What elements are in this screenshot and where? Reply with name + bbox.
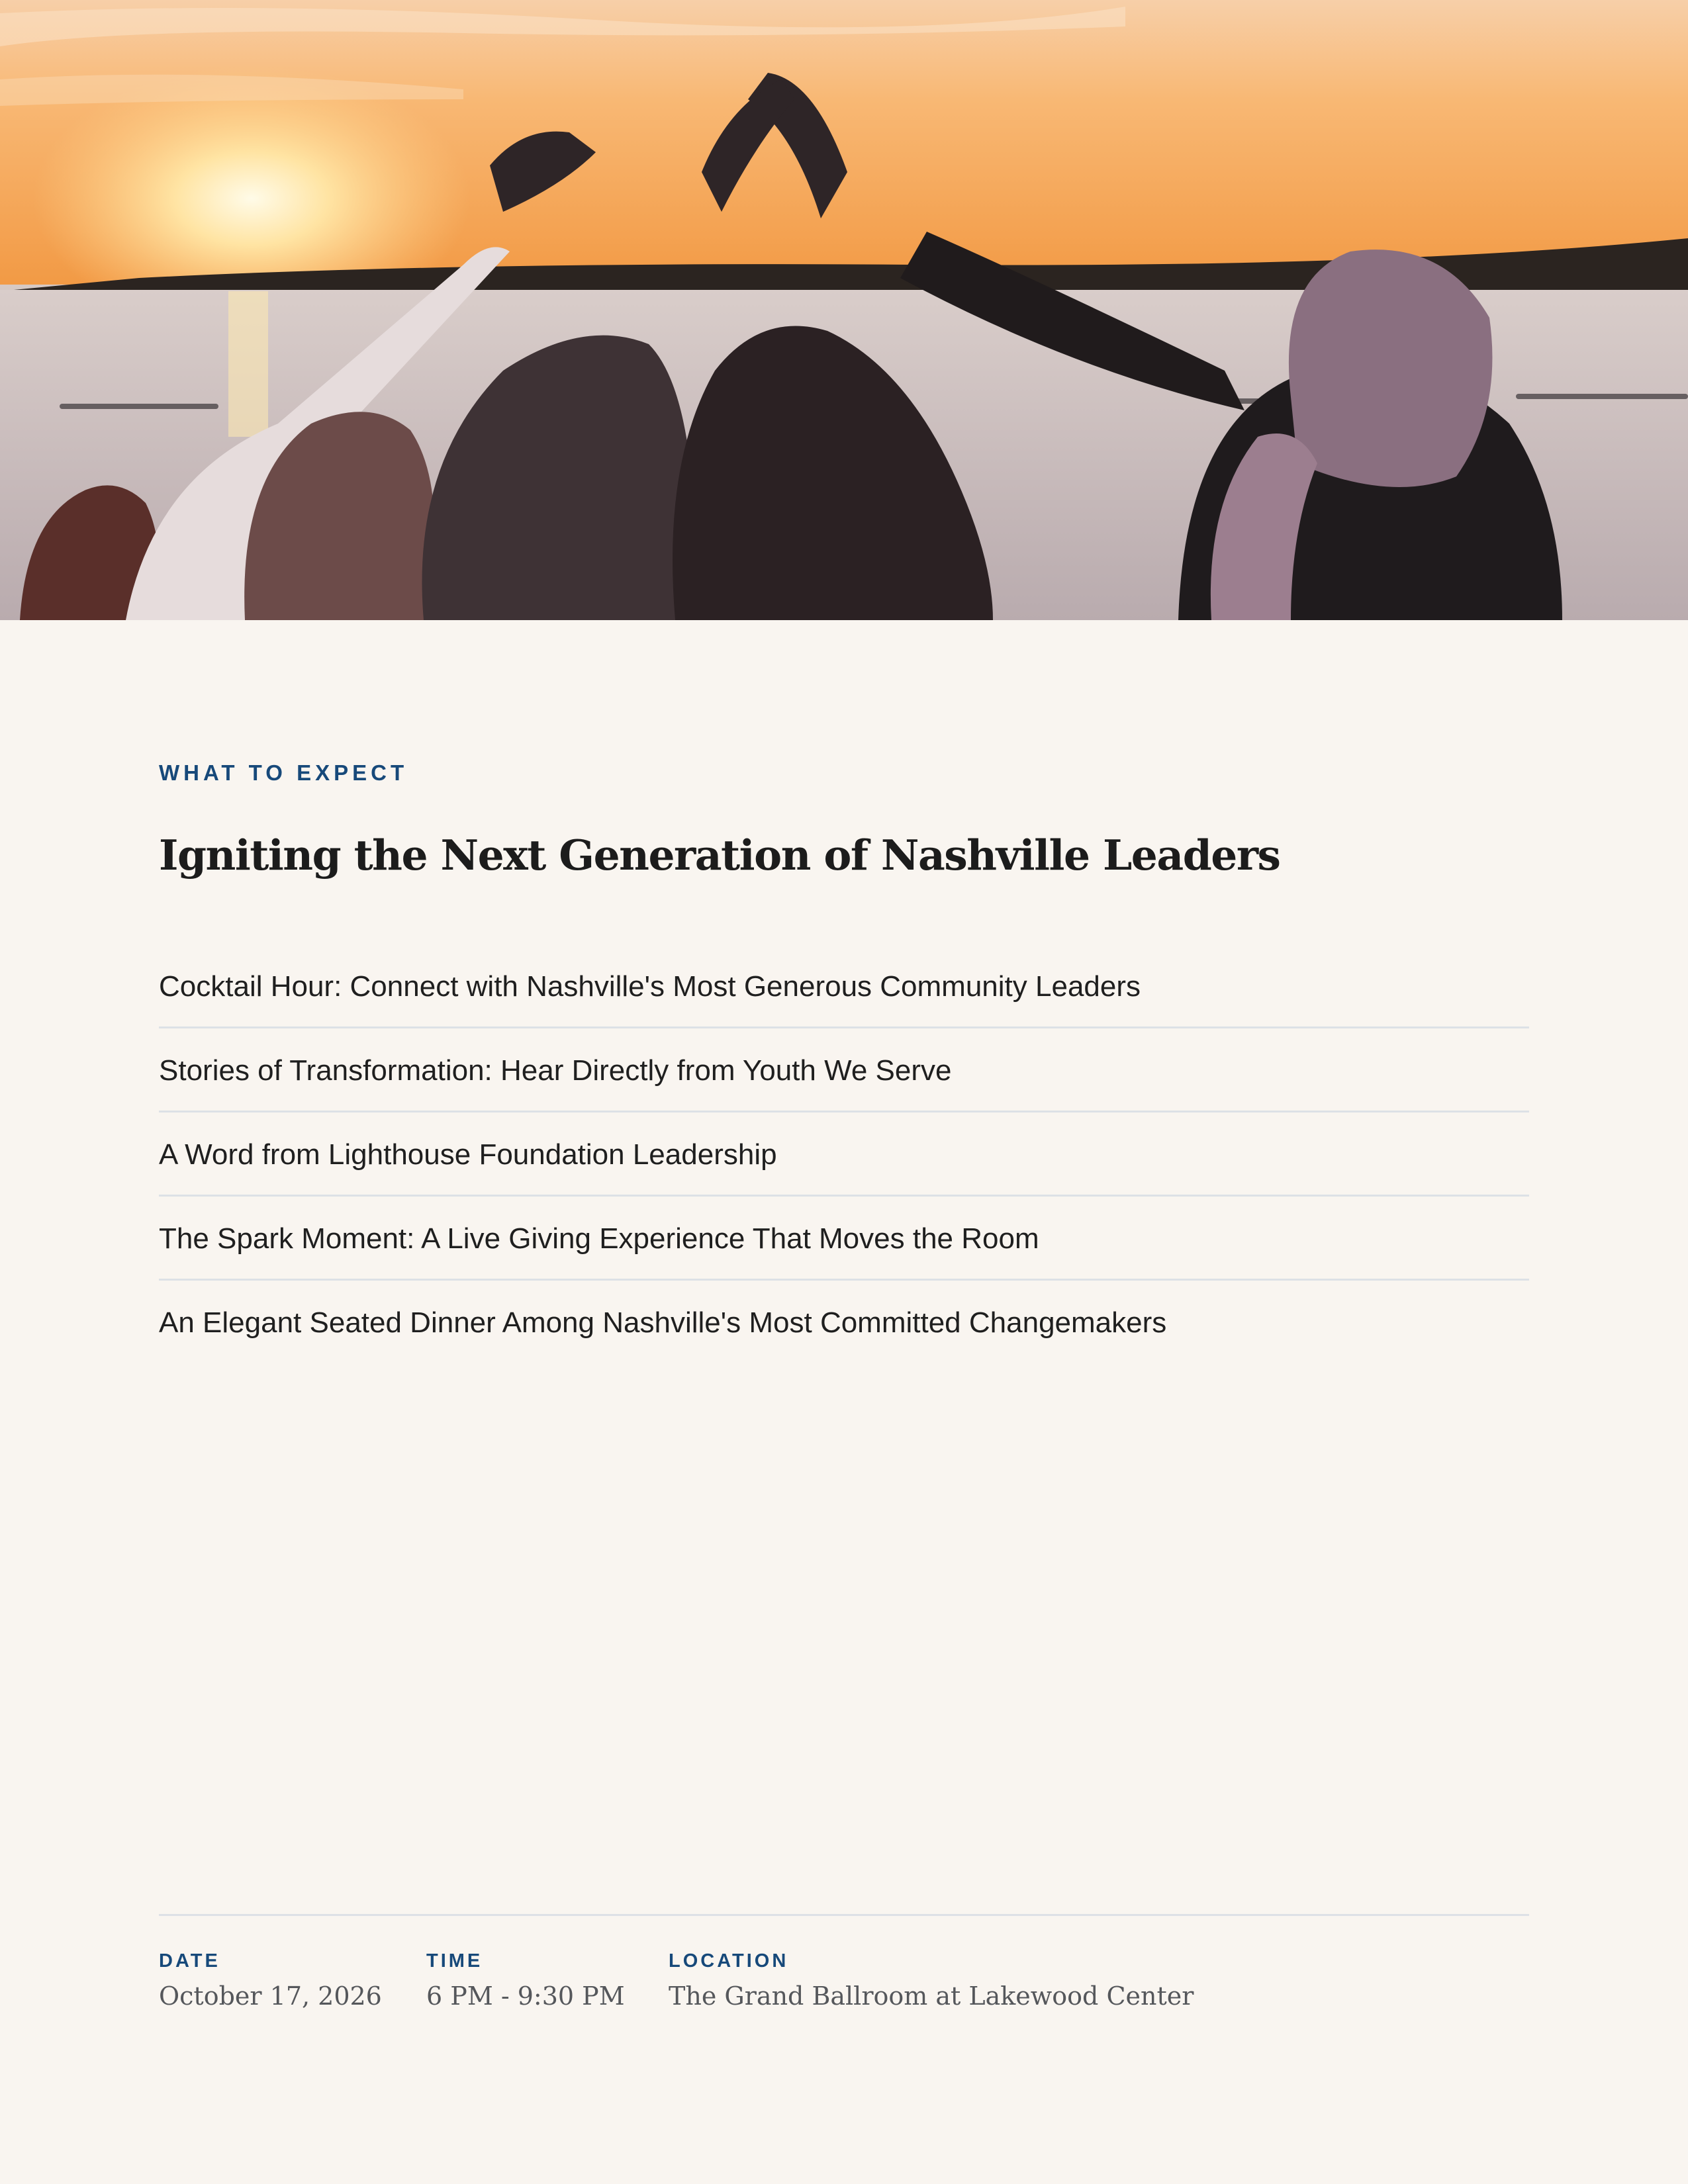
time-label: TIME bbox=[426, 1950, 483, 1972]
agenda-item-spark-moment: The Spark Moment: A Live Giving Experience That Moves the Room bbox=[159, 1197, 1529, 1281]
agenda-list bbox=[159, 944, 1529, 1365]
time-value: 6 PM - 9:30 PM bbox=[426, 1981, 625, 2011]
event-date bbox=[159, 1950, 382, 2011]
location-label: LOCATION bbox=[669, 1950, 789, 1972]
hero-image bbox=[0, 0, 1688, 620]
event-time bbox=[426, 1950, 625, 2011]
section-eyebrow: WHAT TO EXPECT bbox=[159, 760, 408, 785]
date-value: October 17, 2026 bbox=[159, 1981, 382, 2011]
agenda-item-cocktail-hour: Cocktail Hour: Connect with Nashville's Most Generous Community Leaders bbox=[159, 944, 1529, 1028]
section-headline: Igniting the Next Generation of Nashville Leaders bbox=[159, 831, 1280, 880]
details-divider bbox=[159, 1914, 1529, 1916]
event-location bbox=[669, 1950, 1194, 2011]
date-label: DATE bbox=[159, 1950, 220, 1972]
agenda-item-leadership-word: A Word from Lighthouse Foundation Leadership bbox=[159, 1113, 1529, 1197]
hero-photo-illustration bbox=[0, 0, 1688, 620]
agenda-item-stories: Stories of Transformation: Hear Directly from Youth We Serve bbox=[159, 1028, 1529, 1113]
agenda-item-dinner: An Elegant Seated Dinner Among Nashville's Most Committed Changemakers bbox=[159, 1306, 1167, 1339]
location-value: The Grand Ballroom at Lakewood Center bbox=[669, 1981, 1194, 2011]
